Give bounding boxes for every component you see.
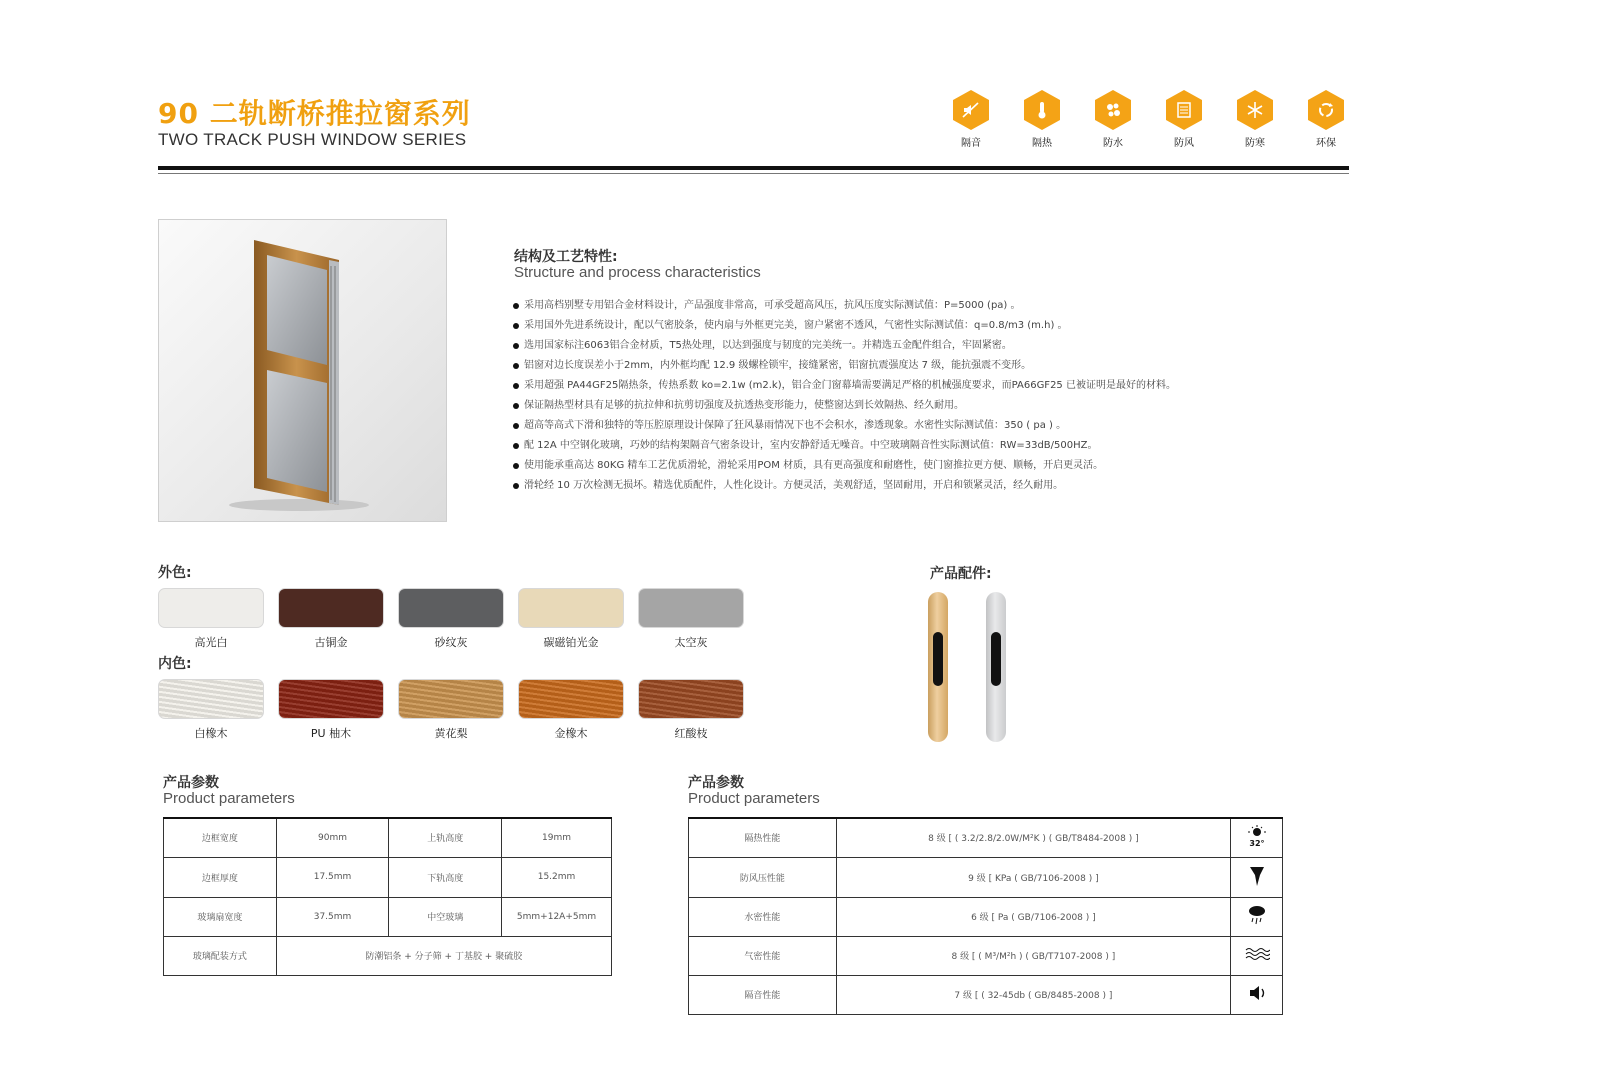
feature-coldproof	[1230, 90, 1280, 149]
accessories-label: 产品配件:	[930, 566, 992, 582]
param-value: 7 级 [ ( 32-45db ( GB/8485-2008 ) ]	[836, 975, 1230, 1014]
wood-handle	[928, 592, 948, 742]
header-divider	[158, 166, 1349, 170]
feature-label: 隔热	[1032, 138, 1052, 149]
swatch-box	[518, 679, 624, 719]
swatch-box	[158, 679, 264, 719]
table-row	[164, 818, 612, 857]
list-item: 铝窗对边长度误差小于2mm，内外框均配 12.9 级螺栓锁牢，接缝紧密，铝窗抗震强度达 7 级，能抗强震不变形。	[512, 356, 1272, 376]
swatch-box	[638, 679, 744, 719]
params-left-table	[163, 817, 612, 976]
recycle-icon	[1308, 90, 1344, 130]
param-name: 气密性能	[689, 936, 837, 975]
params-right-table	[688, 817, 1283, 1015]
swatch-name: 白橡木	[194, 727, 228, 740]
silver-handle	[986, 592, 1006, 742]
swatch-name: PU 柚木	[310, 727, 352, 740]
swatch-name: 红酸枝	[674, 727, 708, 740]
header-divider-thin	[158, 173, 1349, 174]
table-row	[689, 936, 1283, 975]
feature-label: 隔音	[961, 138, 981, 149]
color-swatch[interactable]	[398, 588, 504, 650]
color-swatch[interactable]	[518, 588, 624, 650]
swatch-box	[518, 588, 624, 628]
list-item: 保证隔热型材具有足够的抗拉伸和抗剪切强度及抗透热变形能力，使整窗达到长效隔热、经久耐用。	[512, 396, 1272, 416]
outer-colors	[158, 588, 744, 650]
feature-label: 防风	[1174, 138, 1194, 149]
color-swatch[interactable]	[518, 679, 624, 741]
feature-soundproof	[946, 90, 996, 149]
water-drops-icon	[1095, 90, 1131, 130]
param-value: 9 级 [ KPa ( GB/7106-2008 ) ]	[836, 857, 1230, 897]
color-swatch[interactable]	[638, 679, 744, 741]
table-row	[164, 857, 612, 897]
page-title: 90 二轨断桥推拉窗系列	[158, 97, 471, 130]
characteristics-title: 结构及工艺特性:	[514, 249, 618, 265]
swatch-box	[398, 679, 504, 719]
swatch-name: 古铜金	[314, 636, 348, 649]
swatch-name: 高光白	[194, 636, 228, 649]
swatch-name: 金橡木	[554, 727, 588, 740]
snowflake-icon	[1237, 90, 1273, 130]
params-left-subtitle: Product parameters	[163, 790, 295, 807]
table-row	[689, 818, 1283, 857]
list-item: 采用国外先进系统设计，配以气密胶条，使内扇与外框更完美，窗户紧密不透风，气密性实际测试值：q=0.8/m3 (m.h) 。	[512, 316, 1272, 336]
list-item: 选用国家标注6063铝合金材质，T5热处理，以达到强度与韧度的完美统一。并精选五金配件组合，牢固紧密。	[512, 336, 1272, 356]
param-value: 8 级 [ ( M³/M²h ) ( GB/T7107-2008 ) ]	[836, 936, 1230, 975]
sun-temperature-value: 32°	[1248, 839, 1265, 849]
air-waves-icon	[1231, 936, 1283, 975]
characteristics-subtitle: Structure and process characteristics	[514, 264, 761, 281]
color-swatch[interactable]	[398, 679, 504, 741]
wind-icon	[1166, 90, 1202, 130]
param-name: 上轨高度	[389, 818, 502, 857]
params-right-subtitle: Product parameters	[688, 790, 820, 807]
handle-grip	[991, 632, 1001, 686]
swatch-box	[638, 588, 744, 628]
swatch-name: 碳磁铂光金	[543, 636, 599, 649]
feature-icons	[946, 90, 1351, 149]
param-name: 防风压性能	[689, 857, 837, 897]
inner-colors	[158, 679, 744, 741]
params-right-title: 产品参数	[688, 775, 744, 791]
feature-insulation	[1017, 90, 1067, 149]
params-left-title: 产品参数	[163, 775, 219, 791]
list-item: 采用高档别墅专用铝合金材料设计，产品强度非常高，可承受超高风压，抗风压度实际测试值：P=5000 (pa) 。	[512, 296, 1272, 316]
swatch-box	[278, 679, 384, 719]
table-row	[689, 857, 1283, 897]
characteristics-list	[512, 296, 1272, 496]
inner-colors-label: 内色:	[158, 656, 192, 672]
feature-label: 防水	[1103, 138, 1123, 149]
feature-eco	[1301, 90, 1351, 149]
swatch-box	[158, 588, 264, 628]
page-subtitle: TWO TRACK PUSH WINDOW SERIES	[158, 130, 467, 149]
color-swatch[interactable]	[158, 588, 264, 650]
swatch-box	[278, 588, 384, 628]
feature-label: 防寒	[1245, 138, 1265, 149]
param-value: 90mm	[276, 818, 389, 857]
rain-cloud-icon	[1231, 897, 1283, 936]
param-value: 37.5mm	[276, 897, 389, 936]
param-name: 下轨高度	[389, 857, 502, 897]
param-name: 隔音性能	[689, 975, 837, 1014]
mute-icon	[953, 90, 989, 130]
param-name: 玻璃扇宽度	[164, 897, 277, 936]
table-row	[689, 897, 1283, 936]
color-swatch[interactable]	[278, 588, 384, 650]
param-name: 水密性能	[689, 897, 837, 936]
product-image	[158, 219, 447, 522]
outer-colors-label: 外色:	[158, 565, 192, 581]
param-name: 中空玻璃	[389, 897, 502, 936]
param-value: 8 级 [ ( 3.2/2.8/2.0W/M²K ) ( GB/T8484-2008 ) ]	[836, 818, 1230, 857]
param-value: 防潮铝条 + 分子筛 + 丁基胶 + 聚硫胶	[276, 936, 611, 975]
tornado-icon	[1231, 857, 1283, 897]
color-swatch[interactable]	[638, 588, 744, 650]
feature-windproof	[1159, 90, 1209, 149]
thermometer-icon	[1024, 90, 1060, 130]
speaker-icon	[1231, 975, 1283, 1014]
list-item: 超高等高式下滑和独特的等压腔原理设计保障了狂风暴雨情况下也不会积水，渗透现象。水密性实际测试值：350 ( pa ) 。	[512, 416, 1272, 436]
list-item: 配 12A 中空钢化玻璃，巧妙的结构架隔音气密条设计，室内安静舒适无噪音。中空玻璃隔音性实际测试值：RW=33dB/500HZ。	[512, 436, 1272, 456]
param-name: 边框厚度	[164, 857, 277, 897]
handle-grip	[933, 632, 943, 686]
param-value: 6 级 [ Pa ( GB/7106-2008 ) ]	[836, 897, 1230, 936]
table-row	[164, 936, 612, 975]
swatch-name: 黄花梨	[434, 727, 468, 740]
list-item: 滑轮经 10 万次检测无损坏。精选优质配件，人性化设计。方便灵活，美观舒适，坚固耐用，开启和锁紧灵活，经久耐用。	[512, 476, 1272, 496]
sun-temperature-icon	[1231, 818, 1283, 857]
color-swatch[interactable]	[278, 679, 384, 741]
param-name: 隔热性能	[689, 818, 837, 857]
param-value: 17.5mm	[276, 857, 389, 897]
list-item: 使用能承重高达 80KG 精车工艺优质滑轮，滑轮采用POM 材质，具有更高强度和耐磨性，使门窗推拉更方便、顺畅，开启更灵活。	[512, 456, 1272, 476]
table-row	[689, 975, 1283, 1014]
table-row	[164, 897, 612, 936]
feature-waterproof	[1088, 90, 1138, 149]
feature-label: 环保	[1316, 138, 1336, 149]
swatch-box	[398, 588, 504, 628]
param-name: 边框宽度	[164, 818, 277, 857]
param-name: 玻璃配装方式	[164, 936, 277, 975]
param-value: 19mm	[502, 818, 612, 857]
param-value: 5mm+12A+5mm	[502, 897, 612, 936]
swatch-name: 太空灰	[674, 636, 708, 649]
color-swatch[interactable]	[158, 679, 264, 741]
list-item: 采用超强 PA44GF25隔热条，传热系数 ko=2.1w (m2.k)，铝合金门窗幕墙需要满足严格的机械强度要求，而PA66GF25 已被证明是最好的材料。	[512, 376, 1272, 396]
swatch-name: 砂纹灰	[434, 636, 468, 649]
param-value: 15.2mm	[502, 857, 612, 897]
